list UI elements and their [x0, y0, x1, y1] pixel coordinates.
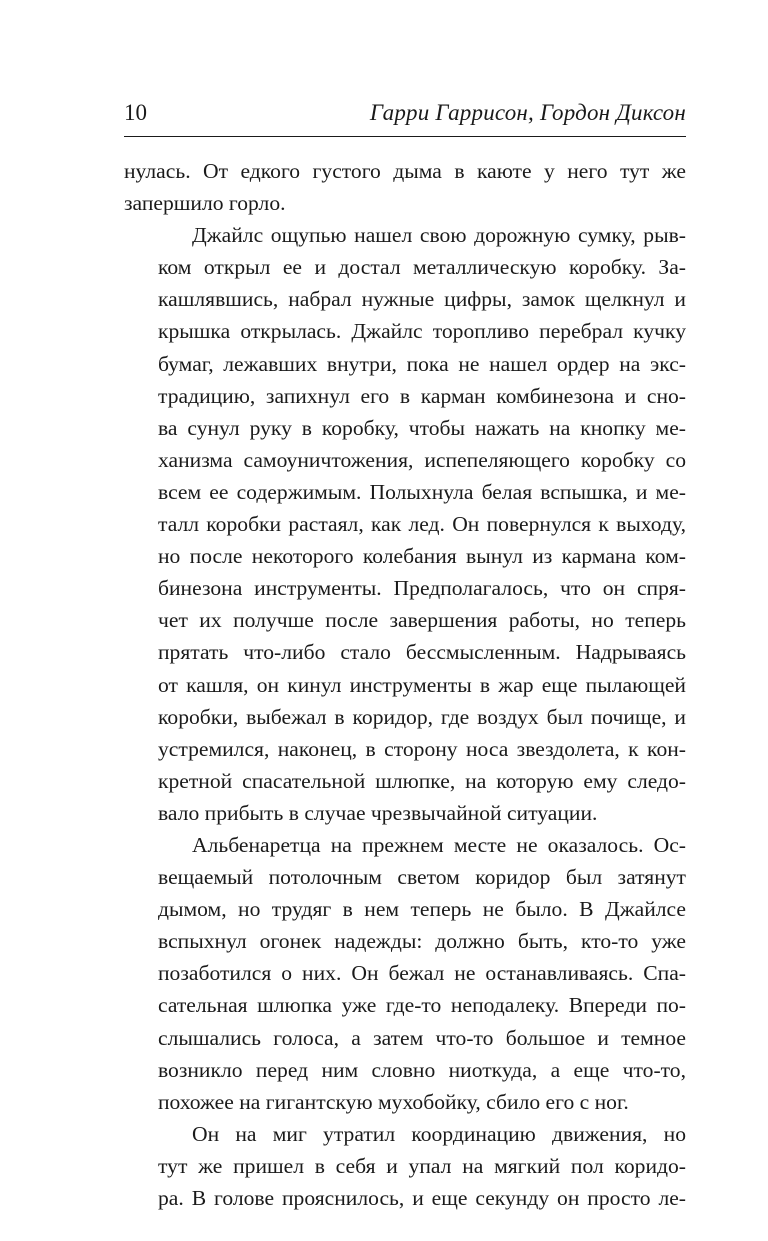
text-line: прятать что-либо стало бессмысленным. Надрываясь — [158, 640, 686, 665]
text-line: Он на миг утратил координацию движения, но — [192, 1121, 686, 1146]
text-line: крышка открылась. Джайлс торопливо перебрал кучку — [158, 319, 686, 344]
text-line: бумаг, лежавших внутри, пока не нашел ордер на экс- — [158, 351, 686, 376]
text-line: бинезона инструменты. Предполагалось, что он спря- — [158, 576, 686, 601]
text-line: кашлявшись, набрал нужные цифры, замок щелкнул и — [158, 287, 686, 312]
text-line: вещаемый потолочным светом коридор был затянут — [158, 865, 686, 890]
text-line: коробки, выбежал в коридор, где воздух был почище, и — [158, 704, 686, 729]
text-line: всем ее содержимым. Полыхнула белая вспышка, и ме- — [158, 479, 686, 504]
text-line: запершило горло. — [124, 191, 286, 216]
header-rule — [124, 136, 686, 137]
text-line: сательная шлюпка уже где-то неподалеку. Впереди по- — [158, 993, 686, 1018]
text-line: похожее на гигантскую мухобойку, сбило его с ног. — [158, 1089, 629, 1114]
text-line: нулась. От едкого густого дыма в каюте у него тут же — [124, 159, 686, 183]
page-number: 10 — [124, 100, 147, 125]
text-line: но после некоторого колебания вынул из кармана ком- — [158, 544, 686, 569]
text-line: тут же пришел в себя и упал на мягкий пол коридо- — [158, 1153, 686, 1178]
paragraph-4 — [124, 1118, 686, 1214]
text-line: ра. В голове прояснилось, и еще секунду он просто ле- — [158, 1186, 686, 1210]
text-line: ханизма самоуничтожения, испепеляющего коробку со — [158, 447, 686, 472]
text-line: Альбенаретца на прежнем месте не оказалось. Ос- — [192, 832, 686, 857]
text-line: кретной спасательной шлюпке, на которую ему следо- — [158, 768, 686, 793]
text-line: традицию, запихнул его в карман комбинезона и сно- — [158, 383, 686, 408]
text-line: вспыхнул огонек надежды: должно быть, кто-то уже — [158, 929, 686, 954]
paragraph-1 — [124, 155, 686, 219]
text-line: ва сунул руку в коробку, чтобы нажать на кнопку ме- — [158, 415, 686, 440]
paragraph-3 — [124, 829, 686, 1118]
text-line: талл коробки растаял, как лед. Он повернулся к выходу, — [158, 512, 686, 537]
text-line: слышались голоса, а затем что-то большое и темное — [158, 1025, 686, 1050]
text-line: позаботился о них. Он бежал не останавливаясь. Спа- — [158, 961, 686, 986]
text-line: от кашля, он кинул инструменты в жар еще пылающей — [158, 672, 686, 697]
text-line: вало прибыть в случае чрезвычайной ситуации. — [158, 800, 598, 825]
text-line: дымом, но трудяг в нем теперь не было. В Джайлсе — [158, 897, 686, 922]
text-line: возникло перед ним словно ниоткуда, а еще что-то, — [158, 1057, 686, 1082]
text-line: ком открыл ее и достал металлическую коробку. За- — [158, 255, 686, 280]
text-line: Джайлс ощупью нашел свою дорожную сумку, рыв- — [192, 223, 686, 248]
page-header — [124, 96, 686, 130]
body-text — [124, 155, 686, 1214]
paragraph-2 — [124, 219, 686, 829]
running-title: Гарри Гаррисон, Гордон Диксон — [369, 100, 686, 125]
text-line: чет их получше после завершения работы, но теперь — [158, 608, 686, 633]
text-line: устремился, наконец, в сторону носа звездолета, к кон- — [158, 736, 686, 761]
